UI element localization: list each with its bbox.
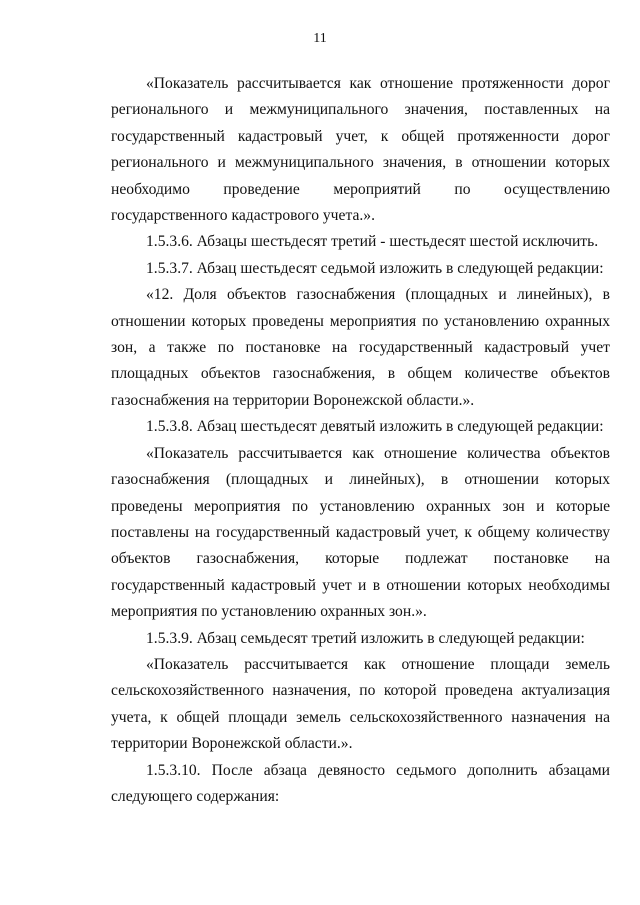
paragraph-1-5-3-7: 1.5.3.7. Абзац шестьдесят седьмой изложить в следующей редакции: (146, 259, 604, 277)
document-body (111, 71, 610, 810)
paragraph-1-5-3-9: 1.5.3.9. Абзац семьдесят третий изложить в следующей редакции: (146, 629, 585, 647)
paragraph-gas-supply-share: «12. Доля объектов газоснабжения (площадных и линейных), в отношении которых проведены мероприятия по установлению охранных зон, а также по постановке на государственный кадастровый учет площадных объектов газоснабжения, в общем количестве объектов газоснабжения на территории Воронежской области.». (111, 286, 610, 409)
page-number: 11 (313, 31, 327, 46)
paragraph-indicator-calculation-roads: «Показатель рассчитывается как отношение протяженности дорог регионального и межмуниципального значения, поставленных на государственный кадастровый учет, к общей протяженности дорог регионального и межмуниципального значения, в отношении которых необходимо проведение мероприятий по осуществлению государственного кадастрового учета.». (111, 75, 610, 225)
paragraph-1-5-3-10: 1.5.3.10. После абзаца девяносто седьмого дополнить абзацами следующего содержания: (111, 761, 610, 805)
paragraph-indicator-calculation-gas: «Показатель рассчитывается как отношение количества объектов газоснабжения (площадных и линейных), в отношении которых проведены мероприятия по установлению охранных зон и которые поставлены на государственный кадастровый учет, к общему количеству объектов газоснабжения, которые подлежат постановке на государственный кадастровый учет и в отношении которых необходимы мероприятия по установлению охранных зон.». (111, 444, 610, 621)
paragraph-indicator-calculation-land: «Показатель рассчитывается как отношение площади земель сельскохозяйственного назначения, по которой проведена актуализация учета, к общей площади земель сельскохозяйственного назначения на территории Воронежской области.». (111, 655, 610, 753)
paragraph-1-5-3-6: 1.5.3.6. Абзацы шестьдесят третий - шестьдесят шестой исключить. (146, 233, 599, 251)
paragraph-1-5-3-8: 1.5.3.8. Абзац шестьдесят девятый изложить в следующей редакции: (146, 418, 604, 436)
